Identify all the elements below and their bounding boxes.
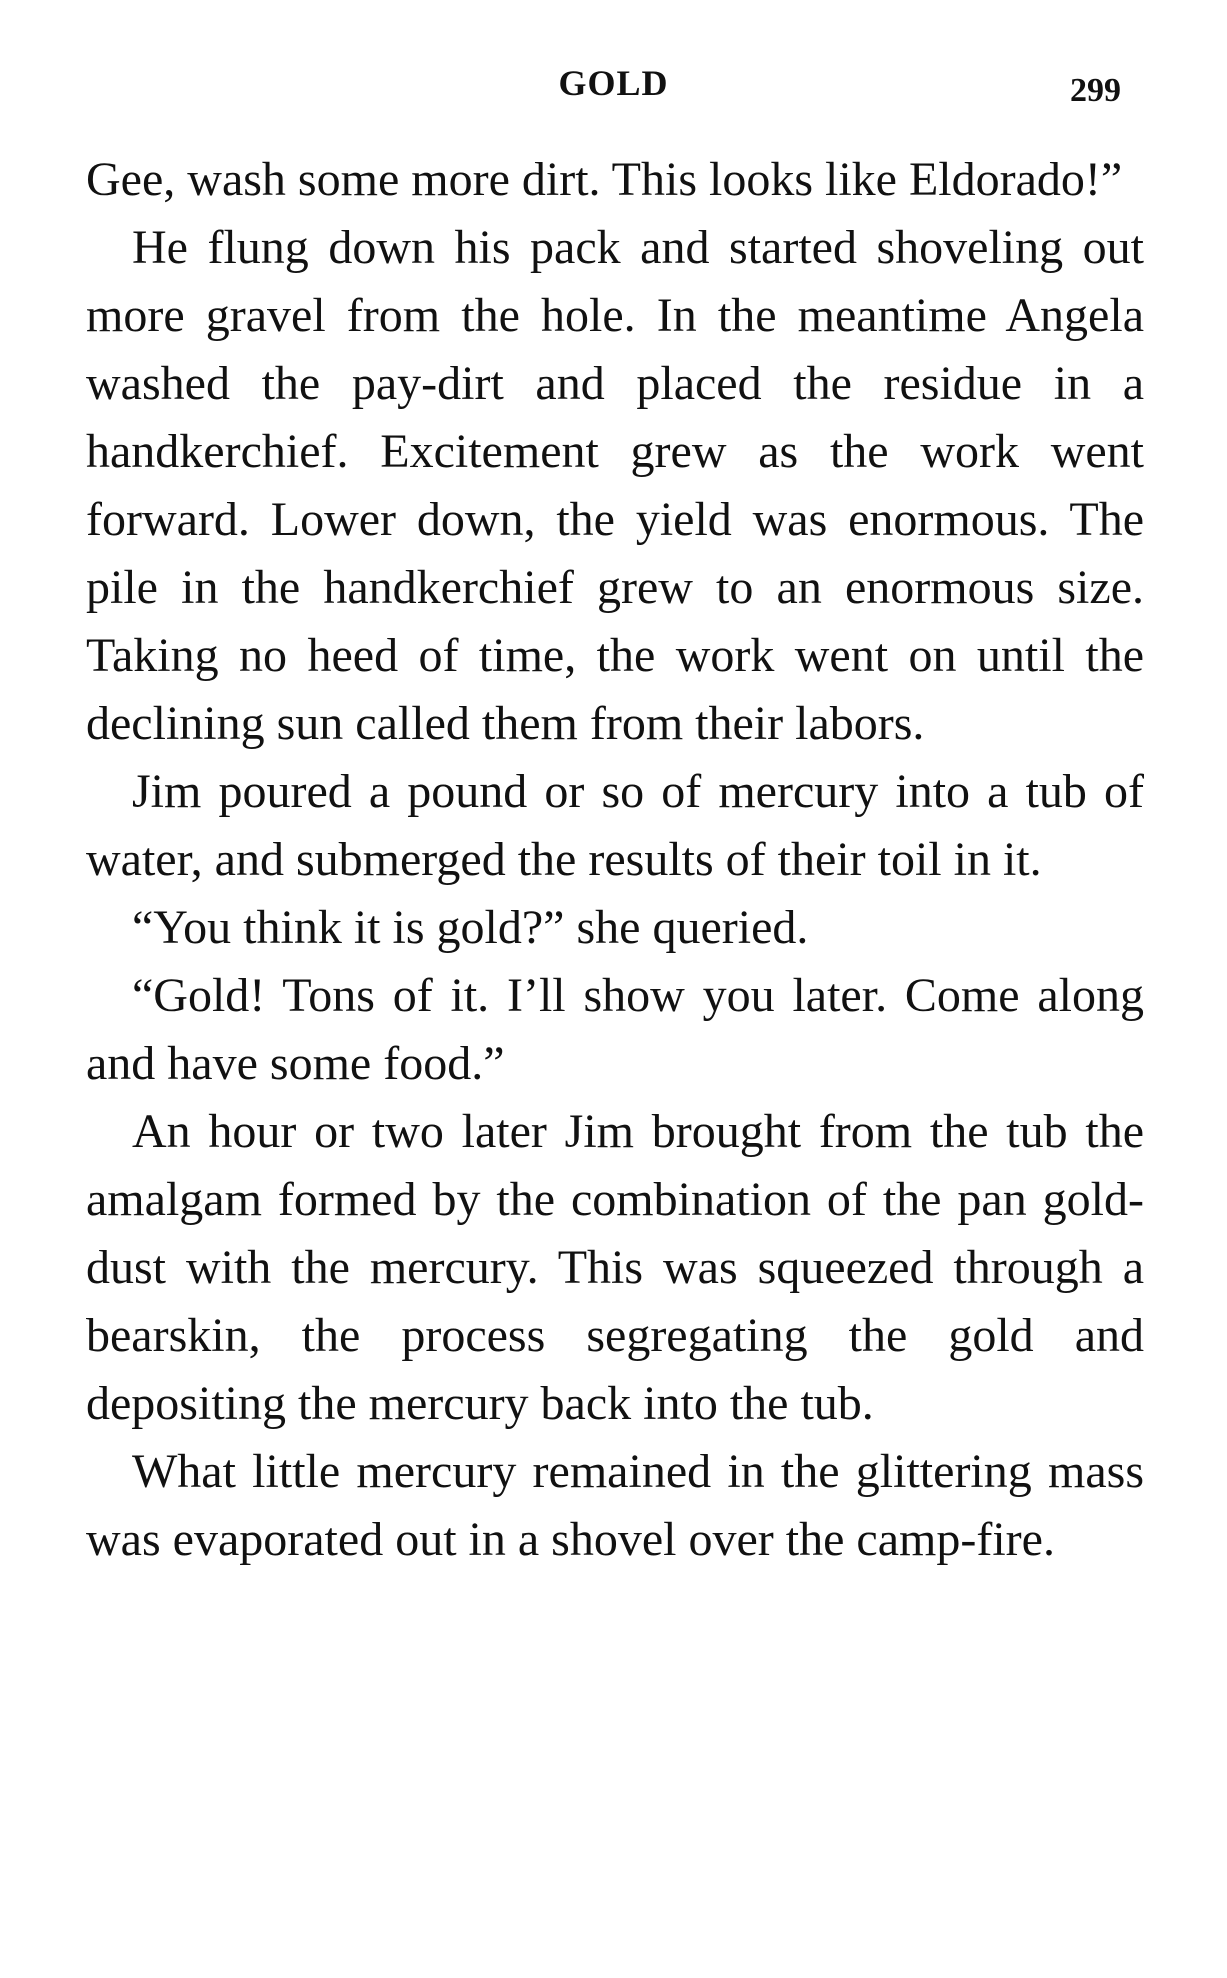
paragraph: “Gold! Tons of it. I’ll show you later. Come along and have some food.” [86,969,1144,1090]
paragraph: He flung down his pack and started shoveling out more gravel from the hole. In the meantime Angela washed the pay-dirt and placed the residue in a handkerchief. Excitement grew as the work went forward. Lower down, the yield was enormous. The pile in the handkerchief grew to an enormous size. Taking no heed of time, the work went on until the declining sun called them from their labors. [86,221,1144,750]
paragraph: “You think it is gold?” she queried. [132,901,809,954]
page-number: 299 [1070,72,1121,109]
paragraph-continued: Gee, wash some more dirt. This looks like Eldorado!” [86,153,1123,206]
body-text [86,146,1144,1574]
paragraph: What little mercury remained in the glittering mass was evaporated out in a shovel over the camp-fire. [86,1445,1144,1566]
running-head-title: GOLD [558,63,669,103]
paragraph: Jim poured a pound or so of mercury into a tub of water, and submerged the results of their toil in it. [86,765,1144,886]
paragraph: An hour or two later Jim brought from the tub the amalgam formed by the combination of the pan gold-dust with the mercury. This was squeezed through a bearskin, the process segregating the gold and depositing the mercury back into the tub. [86,1105,1144,1430]
